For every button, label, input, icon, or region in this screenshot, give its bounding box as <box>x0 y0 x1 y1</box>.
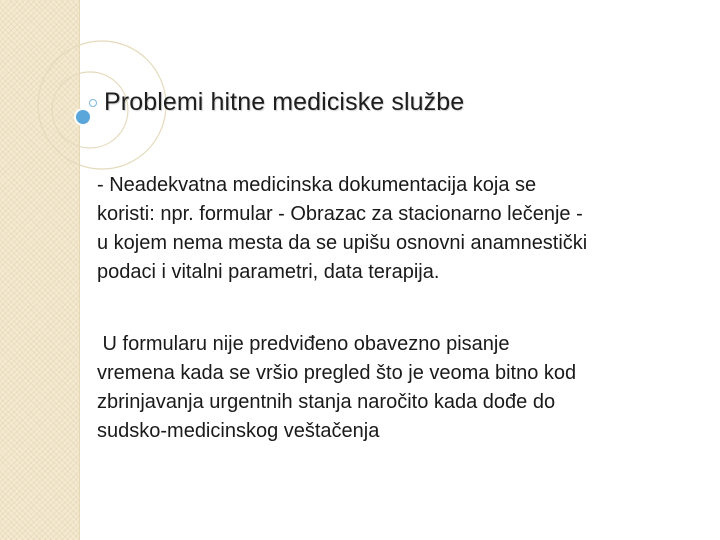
paragraph-line: koristi: npr. formular - Obrazac za stacionarno lečenje - <box>97 203 583 225</box>
paragraph-documentation <box>97 171 702 287</box>
small-bullet-dot-icon <box>90 100 97 107</box>
paragraph-line: vremena kada se vršio pregled što je veoma bitno kod <box>97 362 577 384</box>
paragraph-formular <box>97 330 702 446</box>
paragraph-line: sudsko-medicinskog veštačenja <box>97 420 380 442</box>
paragraph-line: U formularu nije predviđeno obavezno pisanje <box>97 333 510 355</box>
paragraph-line: zbrinjavanja urgentnih stanja naročito kada dođe do <box>97 391 556 413</box>
slide-title: Problemi hitne mediciske službe <box>104 88 465 116</box>
paragraph-line: podaci i vitalni parametri, data terapija. <box>97 261 440 283</box>
paragraph-line: - Neadekvatna medicinska dokumentacija koja se <box>97 174 537 196</box>
paragraph-line: u kojem nema mesta da se upišu osnovni anamnestički <box>97 232 588 254</box>
left-textured-band <box>0 0 80 540</box>
